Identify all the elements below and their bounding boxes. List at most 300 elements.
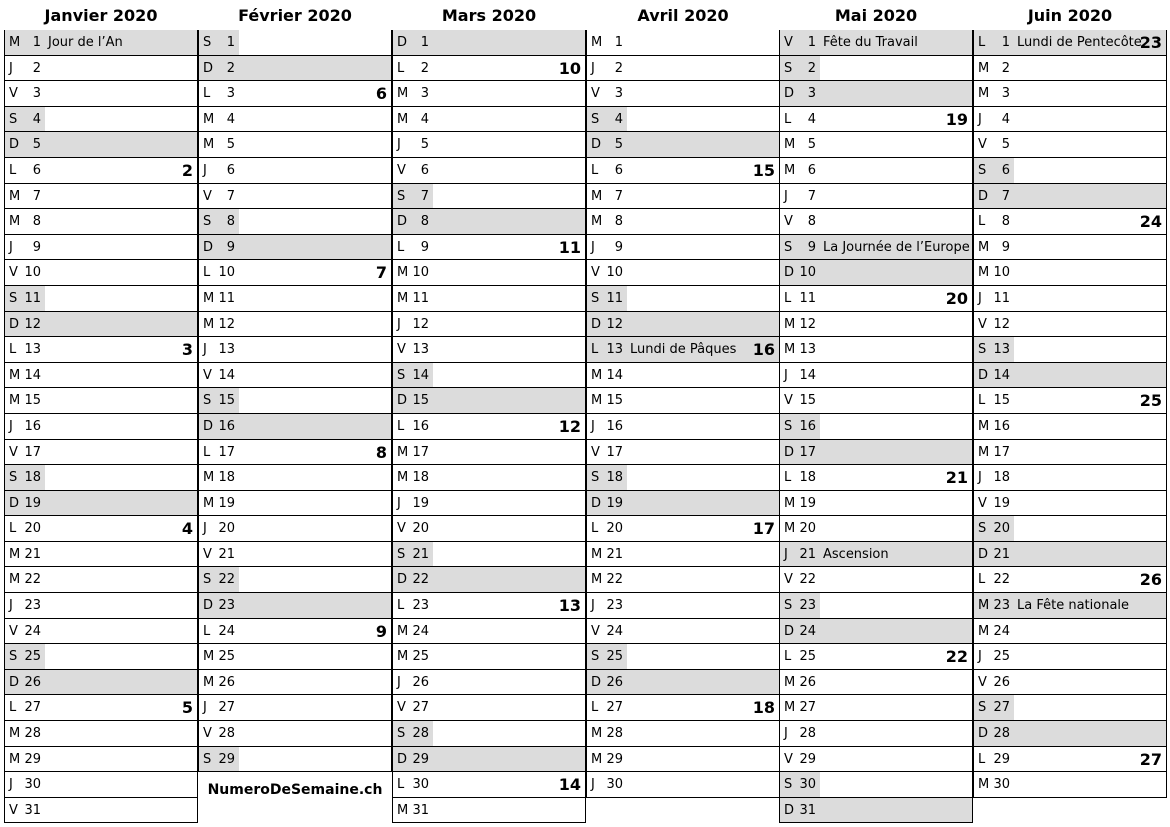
- day-number: 22: [799, 572, 816, 588]
- day-text: [978, 56, 1010, 81]
- day-row: [198, 132, 392, 158]
- day-text: [784, 721, 816, 746]
- day-row: [392, 235, 586, 261]
- holiday-label: Lundi de Pentecôte: [1017, 35, 1142, 50]
- day-letter: M: [397, 444, 409, 460]
- day-number: 25: [412, 649, 429, 665]
- day-row: [973, 260, 1167, 286]
- day-row: [586, 286, 780, 312]
- day-row: [586, 81, 780, 107]
- day-number: 6: [226, 162, 235, 178]
- day-text: [978, 695, 1010, 720]
- day-text: [9, 721, 41, 746]
- day-number: 15: [218, 393, 235, 409]
- day-text: [397, 132, 429, 157]
- day-letter: J: [784, 726, 788, 742]
- day-text: [9, 184, 41, 209]
- month-column: [779, 0, 973, 823]
- day-number: 8: [226, 214, 235, 230]
- day-text: [784, 30, 918, 55]
- day-number: 5: [32, 137, 41, 153]
- day-row: [198, 30, 392, 56]
- day-number: 16: [24, 418, 41, 434]
- day-letter: M: [978, 265, 990, 281]
- day-row: [198, 184, 392, 210]
- day-number: 20: [993, 521, 1010, 537]
- day-row: [198, 440, 392, 466]
- day-letter: J: [9, 60, 13, 76]
- day-row: [973, 414, 1167, 440]
- day-number: 5: [226, 137, 235, 153]
- day-number: 19: [993, 495, 1010, 511]
- day-row: [4, 286, 198, 312]
- day-row: [392, 567, 586, 593]
- day-row: [779, 107, 973, 133]
- day-number: 20: [412, 521, 429, 537]
- day-text: [397, 56, 429, 81]
- day-number: 15: [993, 393, 1010, 409]
- day-row: [779, 542, 973, 568]
- day-text: [397, 619, 429, 644]
- week-number: 13: [558, 596, 581, 616]
- day-letter: J: [203, 162, 207, 178]
- day-row: [779, 798, 973, 824]
- day-text: [9, 260, 41, 285]
- day-row: [392, 465, 586, 491]
- day-letter: J: [203, 521, 207, 537]
- day-row: [973, 670, 1167, 696]
- day-letter: J: [784, 546, 788, 562]
- day-number: 6: [32, 162, 41, 178]
- day-text: [784, 516, 816, 541]
- day-row: [4, 388, 198, 414]
- day-number: 18: [606, 470, 623, 486]
- day-letter: D: [978, 546, 989, 562]
- day-text: [397, 542, 429, 567]
- day-text: [591, 772, 623, 797]
- day-number: 30: [993, 777, 1010, 793]
- day-row: [586, 772, 780, 798]
- day-number: 28: [218, 726, 235, 742]
- day-number: 1: [614, 35, 623, 50]
- day-row: [586, 695, 780, 721]
- day-text: [9, 440, 41, 465]
- day-number: 13: [218, 342, 235, 358]
- day-row: [392, 337, 586, 363]
- day-number: 30: [606, 777, 623, 793]
- day-number: 7: [1001, 188, 1010, 204]
- day-letter: V: [203, 367, 212, 383]
- day-row: [586, 465, 780, 491]
- day-number: 4: [807, 111, 816, 127]
- day-number: 9: [1001, 239, 1010, 255]
- day-number: 9: [226, 239, 235, 255]
- day-letter: L: [9, 342, 17, 358]
- day-letter: L: [203, 265, 211, 281]
- day-text: [784, 670, 816, 695]
- day-number: 18: [218, 470, 235, 486]
- day-row: [973, 516, 1167, 542]
- day-row: [973, 209, 1167, 235]
- day-text: [203, 235, 235, 260]
- day-letter: L: [978, 751, 986, 767]
- day-number: 7: [614, 188, 623, 204]
- day-row: [586, 542, 780, 568]
- day-letter: J: [9, 239, 13, 255]
- day-number: 2: [614, 60, 623, 76]
- day-row: [973, 491, 1167, 517]
- day-letter: M: [397, 802, 409, 818]
- month-title: Mars 2020: [441, 6, 537, 25]
- week-number: 7: [375, 263, 387, 283]
- day-text: [784, 388, 816, 413]
- day-text: [784, 772, 816, 797]
- day-row: [779, 695, 973, 721]
- day-text: [9, 567, 41, 592]
- day-text: [397, 644, 429, 669]
- day-number: 22: [218, 572, 235, 588]
- day-text: [978, 491, 1010, 516]
- day-letter: M: [591, 35, 603, 50]
- day-letter: D: [978, 367, 989, 383]
- day-number: 29: [606, 751, 623, 767]
- day-number: 27: [606, 700, 623, 716]
- day-number: 27: [412, 700, 429, 716]
- week-number: 2: [181, 160, 193, 180]
- week-number: 19: [945, 109, 968, 129]
- day-text: [784, 644, 816, 669]
- day-row: [4, 440, 198, 466]
- day-text: [978, 30, 1142, 55]
- day-letter: D: [591, 316, 602, 332]
- day-text: [591, 235, 623, 260]
- day-text: [9, 414, 41, 439]
- day-text: [591, 491, 623, 516]
- day-text: [9, 465, 41, 490]
- day-letter: M: [9, 572, 21, 588]
- day-letter: M: [784, 162, 796, 178]
- day-text: [203, 670, 235, 695]
- day-text: [203, 56, 235, 81]
- day-letter: V: [9, 86, 18, 102]
- day-letter: M: [978, 777, 990, 793]
- day-row: [4, 465, 198, 491]
- day-letter: M: [978, 86, 990, 102]
- day-letter: M: [784, 137, 796, 153]
- day-number: 25: [218, 649, 235, 665]
- day-letter: V: [784, 751, 793, 767]
- day-text: [978, 260, 1010, 285]
- day-text: [591, 670, 623, 695]
- day-row: [198, 363, 392, 389]
- day-number: 31: [412, 802, 429, 818]
- day-text: [784, 81, 816, 106]
- day-letter: L: [9, 700, 17, 716]
- day-letter: V: [591, 86, 600, 102]
- day-number: 15: [799, 393, 816, 409]
- day-letter: S: [9, 111, 18, 127]
- day-number: 8: [420, 214, 429, 230]
- day-letter: S: [591, 470, 600, 486]
- day-text: [591, 363, 623, 388]
- day-letter: D: [9, 316, 20, 332]
- day-row: [586, 260, 780, 286]
- day-letter: J: [397, 137, 401, 153]
- day-row: [779, 414, 973, 440]
- day-letter: D: [591, 137, 602, 153]
- day-text: [591, 440, 623, 465]
- day-letter: J: [397, 674, 401, 690]
- day-number: 19: [24, 495, 41, 511]
- day-number: 2: [1001, 60, 1010, 76]
- day-number: 14: [993, 367, 1010, 383]
- day-letter: J: [397, 316, 401, 332]
- day-row: [392, 414, 586, 440]
- day-number: 17: [799, 444, 816, 460]
- day-letter: L: [397, 418, 405, 434]
- day-letter: M: [784, 674, 796, 690]
- week-number: 5: [181, 698, 193, 718]
- day-number: 4: [32, 111, 41, 127]
- day-number: 10: [606, 265, 623, 281]
- day-text: [203, 491, 235, 516]
- day-row: [779, 184, 973, 210]
- day-text: [591, 286, 623, 311]
- day-row: [198, 593, 392, 619]
- day-letter: S: [591, 290, 600, 306]
- day-number: 12: [799, 316, 816, 332]
- day-text: [591, 388, 623, 413]
- day-text: [978, 235, 1010, 260]
- day-row: [973, 132, 1167, 158]
- day-letter: M: [9, 214, 21, 230]
- day-number: 7: [807, 188, 816, 204]
- day-text: [978, 747, 1010, 772]
- day-text: [978, 209, 1010, 234]
- day-letter: J: [9, 598, 13, 614]
- day-row: [392, 695, 586, 721]
- day-row: [586, 363, 780, 389]
- day-text: [203, 516, 235, 541]
- day-row: [198, 567, 392, 593]
- day-letter: M: [9, 188, 21, 204]
- day-row: [586, 440, 780, 466]
- day-row: [4, 363, 198, 389]
- day-letter: M: [591, 188, 603, 204]
- day-number: 14: [799, 367, 816, 383]
- day-letter: L: [978, 572, 986, 588]
- day-row: [4, 670, 198, 696]
- day-letter: L: [978, 35, 986, 50]
- day-number: 27: [24, 700, 41, 716]
- day-row: [392, 619, 586, 645]
- day-number: 14: [606, 367, 623, 383]
- day-text: [784, 747, 816, 772]
- day-text: [591, 593, 623, 618]
- day-row: [392, 107, 586, 133]
- day-text: [978, 516, 1010, 541]
- week-number: 15: [752, 160, 775, 180]
- day-number: 19: [799, 495, 816, 511]
- day-letter: S: [978, 700, 987, 716]
- day-text: [978, 772, 1010, 797]
- day-row: [973, 337, 1167, 363]
- day-row: [779, 670, 973, 696]
- day-number: 24: [799, 623, 816, 639]
- day-text: [978, 567, 1010, 592]
- day-row: [586, 388, 780, 414]
- day-letter: M: [978, 239, 990, 255]
- week-number: 17: [752, 519, 775, 539]
- day-text: [203, 388, 235, 413]
- day-number: 28: [993, 726, 1010, 742]
- day-number: 25: [24, 649, 41, 665]
- day-text: [978, 312, 1010, 337]
- day-text: [397, 337, 429, 362]
- day-letter: V: [784, 393, 793, 409]
- day-letter: M: [203, 674, 215, 690]
- day-letter: L: [591, 700, 599, 716]
- month-column: [4, 0, 198, 823]
- day-number: 11: [606, 290, 623, 306]
- day-number: 31: [799, 802, 816, 818]
- day-row: [973, 542, 1167, 568]
- day-number: 16: [799, 418, 816, 434]
- day-row: [392, 542, 586, 568]
- day-text: [591, 644, 623, 669]
- holiday-label: Ascension: [823, 546, 889, 562]
- day-row: [779, 772, 973, 798]
- day-number: 28: [606, 726, 623, 742]
- day-letter: L: [397, 598, 405, 614]
- day-number: 29: [218, 751, 235, 767]
- day-letter: M: [397, 86, 409, 102]
- day-number: 12: [993, 316, 1010, 332]
- day-number: 25: [993, 649, 1010, 665]
- day-text: [784, 286, 816, 311]
- day-number: 22: [993, 572, 1010, 588]
- day-letter: S: [784, 239, 793, 255]
- day-letter: S: [203, 393, 212, 409]
- day-number: 21: [799, 546, 816, 562]
- day-letter: D: [9, 674, 20, 690]
- day-row: [973, 30, 1167, 56]
- day-row: [4, 491, 198, 517]
- day-number: 18: [24, 470, 41, 486]
- day-letter: J: [203, 342, 207, 358]
- day-text: [203, 747, 235, 772]
- day-text: [203, 721, 235, 746]
- day-text: [9, 388, 41, 413]
- holiday-label: La Journée de l’Europe: [823, 239, 970, 255]
- day-text: [9, 132, 41, 157]
- holiday-label: Lundi de Pâques: [630, 342, 737, 358]
- day-text: [784, 363, 816, 388]
- day-row: [4, 747, 198, 773]
- day-letter: M: [978, 623, 990, 639]
- month-title: Mai 2020: [834, 6, 918, 25]
- day-text: [397, 107, 429, 132]
- day-number: 6: [1001, 162, 1010, 178]
- month-title: Janvier 2020: [44, 6, 158, 25]
- day-letter: V: [9, 265, 18, 281]
- day-letter: M: [203, 649, 215, 665]
- day-letter: M: [9, 546, 21, 562]
- day-letter: V: [591, 623, 600, 639]
- day-text: [203, 286, 235, 311]
- day-text: [784, 798, 816, 823]
- day-letter: L: [978, 214, 986, 230]
- day-text: [9, 670, 41, 695]
- day-text: [591, 209, 623, 234]
- day-number: 4: [1001, 111, 1010, 127]
- day-number: 31: [24, 802, 41, 818]
- day-text: [591, 465, 623, 490]
- month-title: Février 2020: [238, 6, 352, 25]
- day-number: 11: [799, 290, 816, 306]
- day-number: 17: [993, 444, 1010, 460]
- day-text: [397, 516, 429, 541]
- day-row: [4, 695, 198, 721]
- day-letter: D: [397, 751, 408, 767]
- day-row: [973, 465, 1167, 491]
- day-letter: M: [397, 470, 409, 486]
- day-letter: D: [397, 214, 408, 230]
- day-letter: J: [203, 700, 207, 716]
- day-text: [397, 158, 429, 183]
- day-text: [9, 337, 41, 362]
- day-row: [586, 312, 780, 338]
- day-letter: S: [397, 546, 406, 562]
- day-text: [203, 440, 235, 465]
- day-number: 28: [412, 726, 429, 742]
- day-text: [203, 619, 235, 644]
- day-letter: S: [203, 751, 212, 767]
- day-text: [9, 81, 41, 106]
- day-text: [591, 184, 623, 209]
- day-number: 13: [24, 342, 41, 358]
- day-text: [397, 209, 429, 234]
- day-letter: M: [203, 111, 215, 127]
- day-text: [978, 542, 1010, 567]
- day-row: [586, 30, 780, 56]
- day-text: [978, 184, 1010, 209]
- day-text: [397, 593, 429, 618]
- day-number: 30: [24, 777, 41, 793]
- day-letter: S: [978, 521, 987, 537]
- day-row: [973, 107, 1167, 133]
- day-number: 2: [32, 60, 41, 76]
- day-letter: J: [784, 367, 788, 383]
- day-row: [392, 260, 586, 286]
- day-number: 20: [799, 521, 816, 537]
- day-text: [978, 465, 1010, 490]
- day-row: [392, 644, 586, 670]
- day-number: 18: [799, 470, 816, 486]
- day-letter: V: [784, 214, 793, 230]
- day-letter: L: [397, 60, 405, 76]
- day-row: [4, 107, 198, 133]
- day-number: 4: [614, 111, 623, 127]
- day-letter: J: [978, 470, 982, 486]
- day-row: [973, 312, 1167, 338]
- day-letter: M: [591, 393, 603, 409]
- day-text: [397, 286, 429, 311]
- day-text: [784, 567, 816, 592]
- day-text: [591, 312, 623, 337]
- day-text: [591, 747, 623, 772]
- day-text: [203, 312, 235, 337]
